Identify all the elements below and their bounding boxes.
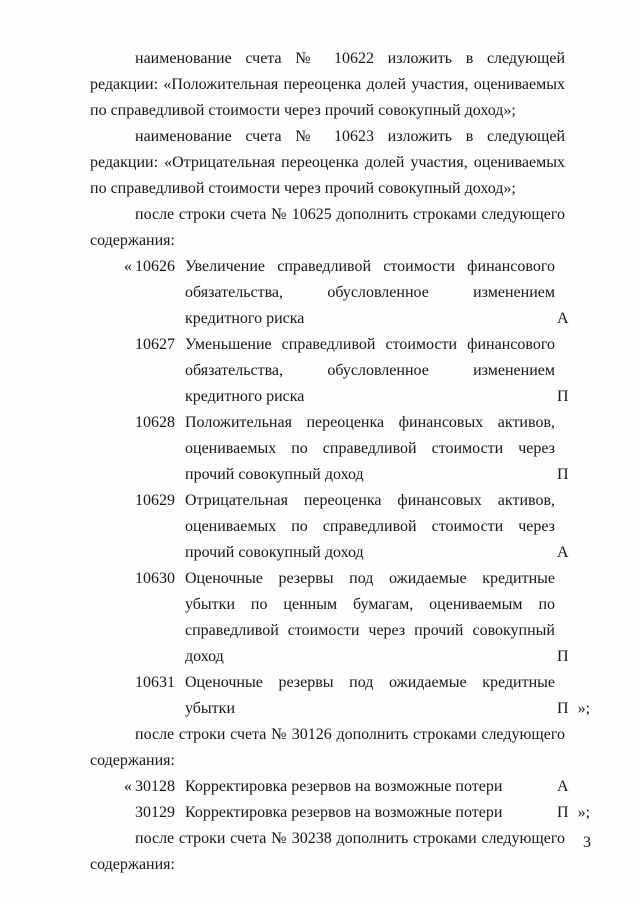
account-row-30128 [124, 774, 569, 800]
attribute-letter: А [557, 544, 569, 561]
account-title: Уменьшение справедливой стоимости финансового обязательства, обусловленное изменением кредитного риска [185, 336, 555, 405]
account-title: Корректировка резервов на возможные потери [185, 778, 503, 795]
paragraph-after-line-10625: после строки счета № 10625 дополнить строками следующего содержания: [90, 206, 565, 249]
account-rows-block-1 [124, 254, 591, 722]
account-attribute [557, 306, 569, 332]
account-attribute [557, 540, 569, 566]
account-number [135, 800, 185, 826]
account-row-10629 [135, 488, 569, 566]
attribute-letter: П [557, 700, 569, 717]
account-number [135, 566, 185, 670]
page-number: 3 [583, 834, 591, 851]
account-title: Оценочные резервы под ожидаемые кредитные убытки [185, 674, 555, 717]
account-code: 10626 [135, 258, 175, 275]
close-quote: »; [577, 700, 591, 717]
paragraph-after-line-30126: после строки счета № 30126 дополнить строками следующего содержания: [90, 726, 565, 769]
account-number [135, 488, 185, 566]
account-number [135, 670, 185, 722]
account-code: 10630 [135, 570, 175, 587]
account-rows-block-2 [124, 774, 591, 826]
account-row-10627 [135, 332, 569, 410]
account-attribute [557, 800, 590, 826]
account-row-10630 [135, 566, 569, 670]
paragraph-after-line-30238: после строки счета № 30238 дополнить строками следующего содержания: [90, 830, 565, 873]
account-number [135, 332, 185, 410]
account-title: Отрицательная переоценка финансовых активов, оцениваемых по справедливой стоимости через прочий совокупный доход [185, 492, 555, 561]
account-attribute [557, 696, 590, 722]
paragraph-account-10622: наименование счета № 10622 изложить в следующей редакции: «Положительная переоценка долей участия, оцениваемых по справедливой стоимости через прочий совокупный доход»; [90, 50, 565, 119]
account-attribute [557, 462, 569, 488]
account-row-10631 [135, 670, 591, 722]
account-code: 30129 [135, 804, 175, 821]
attribute-letter: П [557, 804, 569, 821]
account-code: 10627 [135, 336, 175, 353]
attribute-letter: П [557, 648, 569, 665]
account-code: 10629 [135, 492, 175, 509]
account-code: 30128 [135, 778, 175, 795]
account-code: 10628 [135, 414, 175, 431]
account-attribute [557, 774, 569, 800]
account-row-10626 [124, 254, 569, 332]
account-attribute [557, 644, 569, 670]
attribute-letter: А [557, 310, 569, 327]
attribute-letter: П [557, 466, 569, 483]
account-attribute [557, 384, 569, 410]
open-quote: « [124, 778, 132, 795]
account-title: Положительная переоценка финансовых активов, оцениваемых по справедливой стоимости через прочий совокупный доход [185, 414, 555, 483]
attribute-letter: П [557, 388, 569, 405]
account-title: Увеличение справедливой стоимости финансового обязательства, обусловленное изменением кредитного риска [185, 258, 555, 327]
account-row-10628 [135, 410, 569, 488]
account-row-30129 [135, 800, 591, 826]
account-number [124, 254, 185, 332]
account-code: 10631 [135, 674, 175, 691]
close-quote: »; [577, 804, 591, 821]
open-quote: « [124, 258, 132, 275]
attribute-letter: А [557, 778, 569, 795]
account-number [135, 410, 185, 488]
paragraph-account-10623: наименование счета № 10623 изложить в следующей редакции: «Отрицательная переоценка долей участия, оцениваемых по справедливой стоимости через прочий совокупный доход»; [90, 128, 565, 197]
account-title: Корректировка резервов на возможные потери [185, 804, 503, 821]
account-title: Оценочные резервы под ожидаемые кредитные убытки по ценным бумагам, оцениваемым по справедливой стоимости через прочий совокупный доход [185, 570, 555, 665]
account-number [124, 774, 185, 800]
